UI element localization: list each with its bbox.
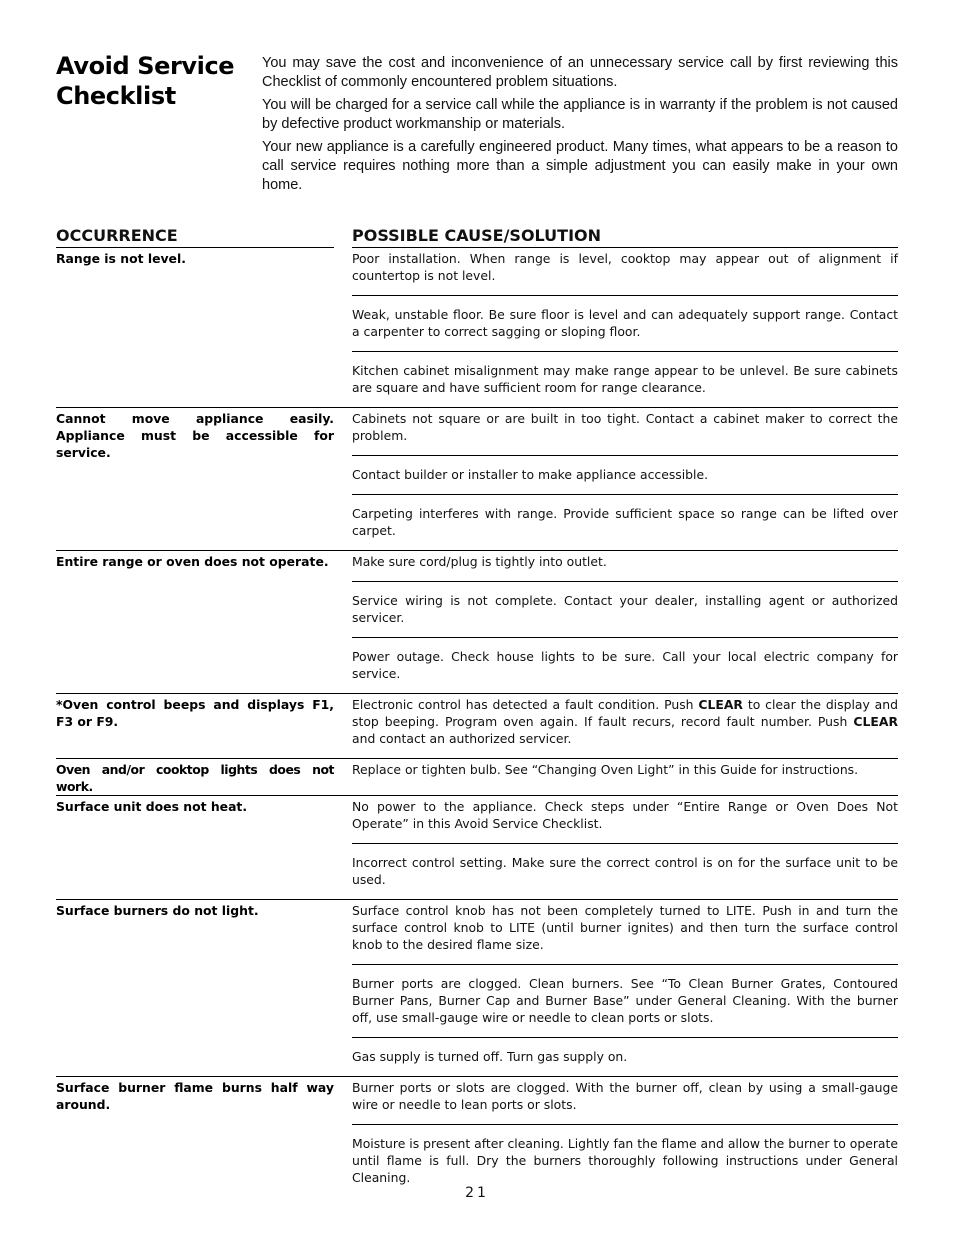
checklist-row (56, 1077, 898, 1197)
solution-list (352, 796, 898, 899)
intro-paragraph: Your new appliance is a carefully engineered product. Many times, what appears to be a reason to call service requires nothing more than a simple adjustment you can easily make in your own home. (262, 138, 898, 194)
checklist-row (56, 248, 898, 408)
solution-item: Poor installation. When range is level, cooktop may appear out of alignment if countertop is not level. (352, 251, 898, 283)
solution-list (352, 900, 898, 1076)
solution-column-header: POSSIBLE CAUSE/SOLUTION (352, 226, 898, 248)
checklist-row (56, 694, 898, 759)
intro-section (262, 54, 898, 199)
occurrence-label: Surface unit does not heat. (56, 799, 248, 814)
occurrence-label: Surface burner flame burns half way around. (56, 1080, 334, 1112)
checklist-row (56, 796, 898, 900)
solution-item: Kitchen cabinet misalignment may make range appear to be unlevel. Be sure cabinets are square and have sufficient room for range clearance. (352, 351, 898, 407)
solution-item: Burner ports or slots are clogged. With the burner off, clean by using a small-gauge wire or needle to lean ports or slots. (352, 1080, 898, 1112)
occurrence-label: *Oven control beeps and displays F1, F3 or F9. (56, 697, 334, 729)
occurrence-label: Cannot move appliance easily. Appliance must be accessible for service. (56, 411, 334, 460)
solution-item: Make sure cord/plug is tightly into outlet. (352, 554, 607, 569)
solution-item: Gas supply is turned off. Turn gas supply on. (352, 1037, 898, 1076)
checklist-table (56, 248, 898, 1197)
solution-item: Replace or tighten bulb. See “Changing Oven Light” in this Guide for instructions. (352, 762, 859, 777)
occurrence-label: Entire range or oven does not operate. (56, 554, 329, 569)
checklist-row (56, 408, 898, 551)
occurrence-label: Surface burners do not light. (56, 903, 259, 918)
solution-list (352, 759, 898, 795)
solution-item: Moisture is present after cleaning. Lightly fan the flame and allow the burner to operate until flame is full. Dry the burners thoroughly following instructions under General Cleaning. (352, 1124, 898, 1197)
solution-item: Service wiring is not complete. Contact your dealer, installing agent or authorized servicer. (352, 581, 898, 637)
solution-item: Contact builder or installer to make appliance accessible. (352, 455, 898, 494)
solution-list (352, 408, 898, 550)
solution-item: Cabinets not square or are built in too tight. Contact a cabinet maker to correct the problem. (352, 411, 898, 443)
occurrence-label: Oven and/or cooktop lights does not work. (56, 762, 334, 794)
checklist-row (56, 551, 898, 694)
solution-list (352, 694, 898, 758)
occurrence-column-header: OCCURRENCE (56, 226, 334, 248)
solution-item: No power to the appliance. Check steps under “Entire Range or Oven Does Not Operate” in this Avoid Service Checklist. (352, 799, 898, 831)
solution-item: Surface control knob has not been completely turned to LITE. Push in and turn the surface control knob to LITE (until burner ignites) and then turn the surface control knob to the desired flame size. (352, 903, 898, 952)
checklist-row (56, 759, 898, 796)
solution-list (352, 1077, 898, 1197)
solution-item: Electronic control has detected a fault condition. Push CLEAR to clear the display and stop beeping. Program oven again. If fault recurs, record fault number. Push CLEAR and contact an authorized servicer. (352, 697, 898, 746)
solution-item: Burner ports are clogged. Clean burners. See “To Clean Burner Grates, Contoured Burner Pans, Burner Cap and Burner Base” under General Cleaning. With the burner off, use small-gauge wire or needle to clean ports or slots. (352, 964, 898, 1037)
page-number: 21 (465, 1185, 489, 1201)
checklist-row (56, 900, 898, 1077)
solution-item: Incorrect control setting. Make sure the correct control is on for the surface unit to be used. (352, 843, 898, 899)
solution-item: Weak, unstable floor. Be sure floor is level and can adequately support range. Contact a carpenter to correct sagging or sloping floor. (352, 295, 898, 351)
occurrence-label: Range is not level. (56, 251, 186, 266)
intro-paragraph: You will be charged for a service call while the appliance is in warranty if the problem is not caused by defective product workmanship or materials. (262, 96, 898, 133)
solution-item: Carpeting interferes with range. Provide sufficient space so range can be lifted over carpet. (352, 494, 898, 550)
intro-paragraph: You may save the cost and inconvenience of an unnecessary service call by first reviewing this Checklist of commonly encountered problem situations. (262, 55, 898, 91)
page-title: Avoid Service Checklist (56, 52, 235, 110)
solution-list (352, 551, 898, 693)
solution-item: Power outage. Check house lights to be sure. Call your local electric company for service. (352, 637, 898, 693)
solution-list (352, 248, 898, 407)
